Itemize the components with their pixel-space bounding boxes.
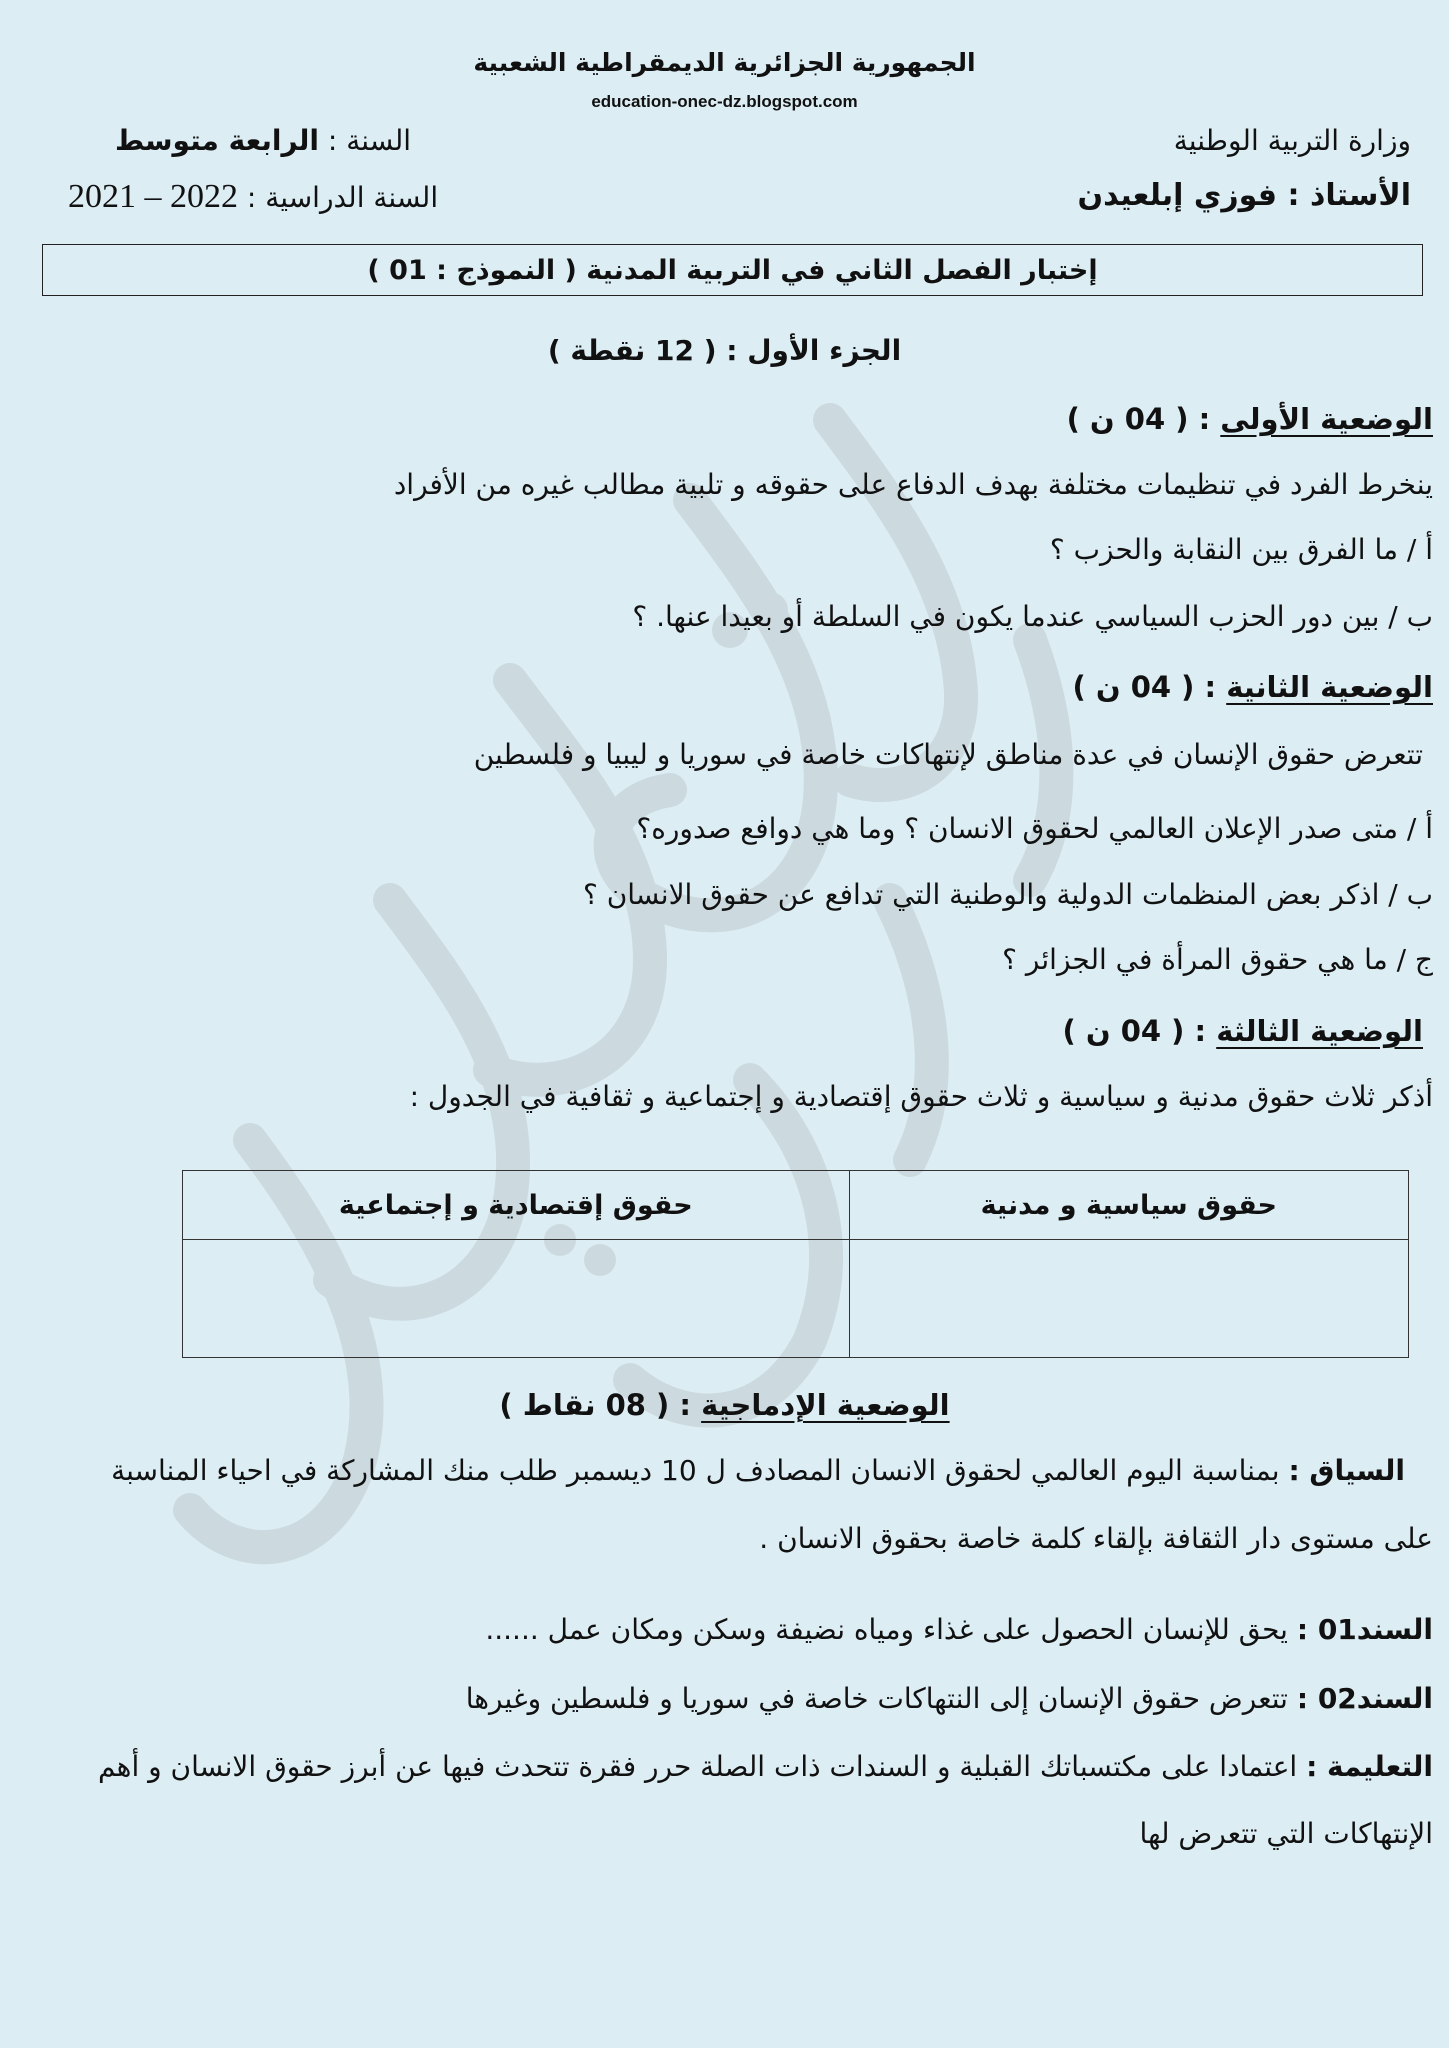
situation-2-question-b: ب / اذكر بعض المنظمات الدولية والوطنية التي تدافع عن حقوق الانسان ؟ — [582, 878, 1433, 911]
context-label: السياق : — [1288, 1454, 1405, 1487]
situation-1-question-a: أ / ما الفرق بين النقابة والحزب ؟ — [1049, 533, 1433, 566]
part-one-title: الجزء الأول : ( 12 نقطة ) — [547, 334, 902, 367]
school-year-line — [68, 178, 438, 216]
situation-2-points: : ( 04 ن ) — [1072, 670, 1227, 704]
integration-title: الوضعية الإدماجية — [701, 1388, 950, 1422]
ministry-name: وزارة التربية الوطنية — [1173, 124, 1411, 157]
teacher-line — [1077, 178, 1411, 213]
exam-title: إختبار الفصل الثاني في التربية المدنية ( النموذج : 01 ) — [42, 244, 1423, 296]
table-header-civil-political: حقوق سياسية و مدنية — [849, 1171, 1408, 1240]
grade-value: الرابعة متوسط — [115, 124, 320, 157]
situation-3-intro: أذكر ثلاث حقوق مدنية و سياسية و ثلاث حقوق إقتصادية و إجتماعية و ثقافية في الجدول : — [409, 1080, 1433, 1113]
doc-2-label: السند02 : — [1296, 1682, 1433, 1715]
situation-3-points: : ( 04 ن ) — [1062, 1014, 1217, 1048]
integration-heading — [0, 1388, 1449, 1422]
situation-2-heading — [1073, 670, 1434, 704]
instruction-line-1 — [98, 1750, 1433, 1783]
integration-points: : ( 08 نقاط ) — [499, 1388, 702, 1422]
table-header-economic-social: حقوق إقتصادية و إجتماعية — [183, 1171, 850, 1240]
context-line-2: على مستوى دار الثقافة بإلقاء كلمة خاصة بحقوق الانسان . — [759, 1522, 1433, 1555]
instruction-text-1: اعتمادا على مكتسباتك القبلية و السندات ذات الصلة حرر فقرة تتحدث فيها عن أبرز حقوق الانسان و أهم — [98, 1750, 1307, 1783]
situation-1-question-b: ب / بين دور الحزب السياسي عندما يكون في السلطة أو بعيدا عنها. ؟ — [632, 600, 1433, 633]
table-cell-civil-political[interactable] — [849, 1240, 1408, 1358]
situation-2-question-a: أ / متى صدر الإعلان العالمي لحقوق الانسان ؟ وما هي دوافع صدوره؟ — [636, 812, 1433, 845]
situation-1-points: : ( 04 ن ) — [1066, 402, 1221, 436]
situation-2-intro: تتعرض حقوق الإنسان في عدة مناطق لإنتهاكات خاصة في سوريا و ليبيا و فلسطين — [473, 738, 1423, 771]
instruction-line-2: الإنتهاكات التي تتعرض لها — [1139, 1817, 1433, 1850]
situation-1-intro: ينخرط الفرد في تنظيمات مختلفة بهدف الدفاع على حقوقه و تلبية مطالب غيره من الأفراد — [393, 468, 1433, 501]
grade-label: السنة : — [327, 124, 412, 157]
teacher-name: فوزي إبلعيدن — [1077, 178, 1278, 213]
situation-1-title: الوضعية الأولى — [1220, 402, 1433, 436]
doc-2-line — [466, 1682, 1433, 1715]
blog-url: education-onec-dz.blogspot.com — [591, 92, 858, 111]
doc-1-label: السند01 : — [1296, 1613, 1433, 1646]
doc-1-text: يحق للإنسان الحصول على غذاء ومياه نضيفة وسكن ومكان عمل ...... — [485, 1613, 1297, 1646]
instruction-label: التعليمة : — [1306, 1750, 1433, 1783]
context-line-1 — [111, 1454, 1405, 1487]
doc-2-text: تتعرض حقوق الإنسان إلى النتهاكات خاصة في سوريا و فلسطين وغيرها — [465, 1682, 1297, 1715]
school-year-label: السنة الدراسية : — [246, 181, 439, 214]
table-cell-economic-social[interactable] — [183, 1240, 850, 1358]
rights-table — [182, 1170, 1409, 1358]
grade-line — [115, 124, 411, 157]
table-header-row — [183, 1171, 1409, 1240]
school-year-value: 2021 – 2022 — [68, 178, 238, 215]
situation-2-question-c: ج / ما هي حقوق المرأة في الجزائر ؟ — [1002, 943, 1433, 976]
situation-3-heading — [1063, 1014, 1424, 1048]
context-text-1: بمناسبة اليوم العالمي لحقوق الانسان المصادف ل 10 ديسمبر طلب منك المشاركة في احياء المناسبة — [111, 1454, 1289, 1487]
situation-3-title: الوضعية الثالثة — [1216, 1014, 1423, 1048]
table-answer-row — [183, 1240, 1409, 1358]
situation-1-heading — [1067, 402, 1433, 436]
situation-2-title: الوضعية الثانية — [1226, 670, 1433, 704]
doc-1-line — [485, 1613, 1433, 1646]
signature-watermark — [130, 380, 1130, 1630]
teacher-label: الأستاذ : — [1287, 178, 1411, 213]
republic-title: الجمهورية الجزائرية الديمقراطية الشعبية — [473, 48, 976, 77]
